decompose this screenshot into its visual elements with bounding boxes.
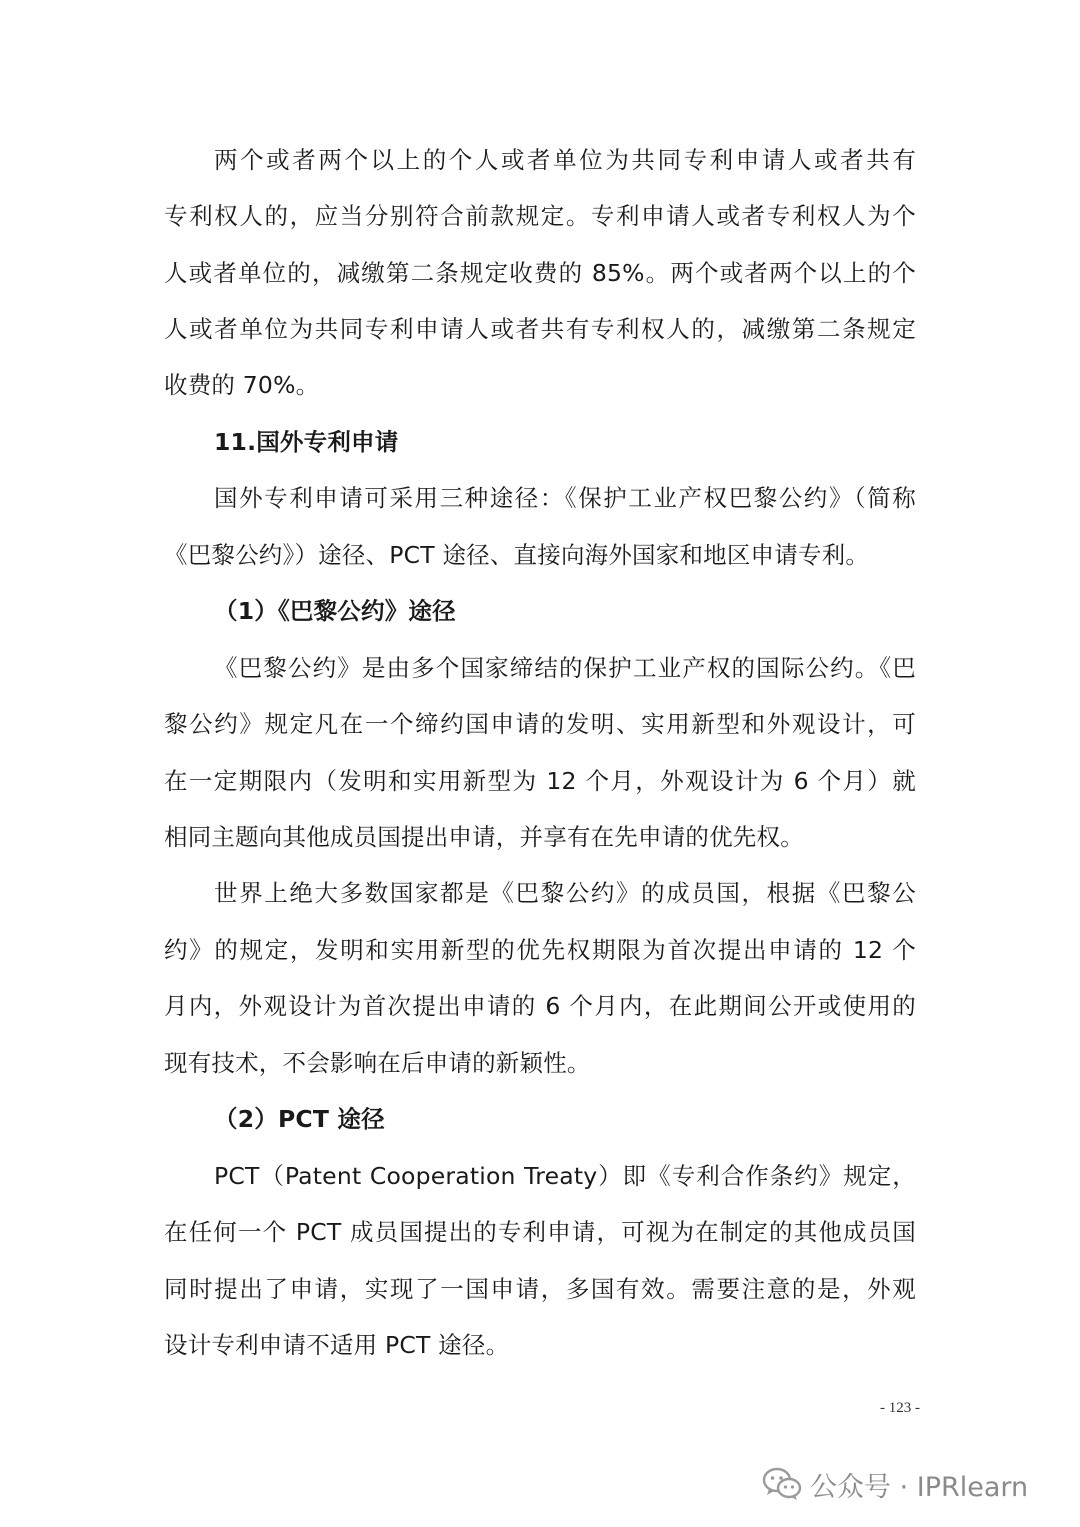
paragraph-line: 世界上绝大多数国家都是《巴黎公约》的成员国，根据《巴黎公	[214, 879, 916, 907]
paragraph-line: 专利权人的，应当分别符合前款规定。专利申请人或者专利权人为个	[164, 202, 916, 230]
paragraph-line: 相同主题向其他成员国提出申请，并享有在先申请的优先权。	[164, 823, 804, 851]
subsection-heading: （1）《巴黎公约》途径	[214, 597, 456, 625]
paragraph-line: 《巴黎公约》）途径、PCT 途径、直接向海外国家和地区申请专利。	[164, 541, 870, 569]
paragraph-line: 两个或者两个以上的个人或者单位为共同专利申请人或者共有	[214, 146, 916, 174]
paragraph-line: 约》的规定，发明和实用新型的优先权期限为首次提出申请的 12 个	[164, 936, 916, 964]
subsection-heading: （2）PCT 途径	[214, 1105, 385, 1133]
paragraph-line: 《巴黎公约》是由多个国家缔结的保护工业产权的国际公约。《巴	[214, 654, 916, 682]
watermark	[762, 1462, 1028, 1506]
paragraph-line: 在一定期限内（发明和实用新型为 12 个月，外观设计为 6 个月）就	[164, 767, 916, 795]
paragraph-line: 设计专利申请不适用 PCT 途径。	[164, 1331, 510, 1359]
paragraph-line: 月内，外观设计为首次提出申请的 6 个月内，在此期间公开或使用的	[164, 992, 916, 1020]
paragraph-line: 人或者单位的，减缴第二条规定收费的 85%。两个或者两个以上的个	[164, 259, 916, 287]
page-number: - 123 -	[880, 1400, 920, 1416]
paragraph-line: 现有技术，不会影响在后申请的新颖性。	[164, 1049, 591, 1077]
section-heading: 11.国外专利申请	[214, 428, 399, 456]
paragraph-line: 人或者单位为共同专利申请人或者共有专利权人的，减缴第二条规定	[164, 315, 916, 343]
wechat-icon	[762, 1466, 802, 1502]
paragraph-line: 在任何一个 PCT 成员国提出的专利申请，可视为在制定的其他成员国	[164, 1218, 916, 1246]
paragraph-line: 同时提出了申请，实现了一国申请，多国有效。需要注意的是，外观	[164, 1275, 916, 1303]
paragraph-line: PCT（Patent Cooperation Treaty）即《专利合作条约》规定，	[214, 1162, 916, 1190]
paragraph-line: 黎公约》规定凡在一个缔约国申请的发明、实用新型和外观设计，可	[164, 710, 916, 738]
paragraph-line: 国外专利申请可采用三种途径：《保护工业产权巴黎公约》（简称	[214, 484, 916, 512]
watermark-text: 公众号 · IPRlearn	[810, 1471, 1029, 1503]
paragraph-line: 收费的 70%。	[164, 371, 320, 399]
